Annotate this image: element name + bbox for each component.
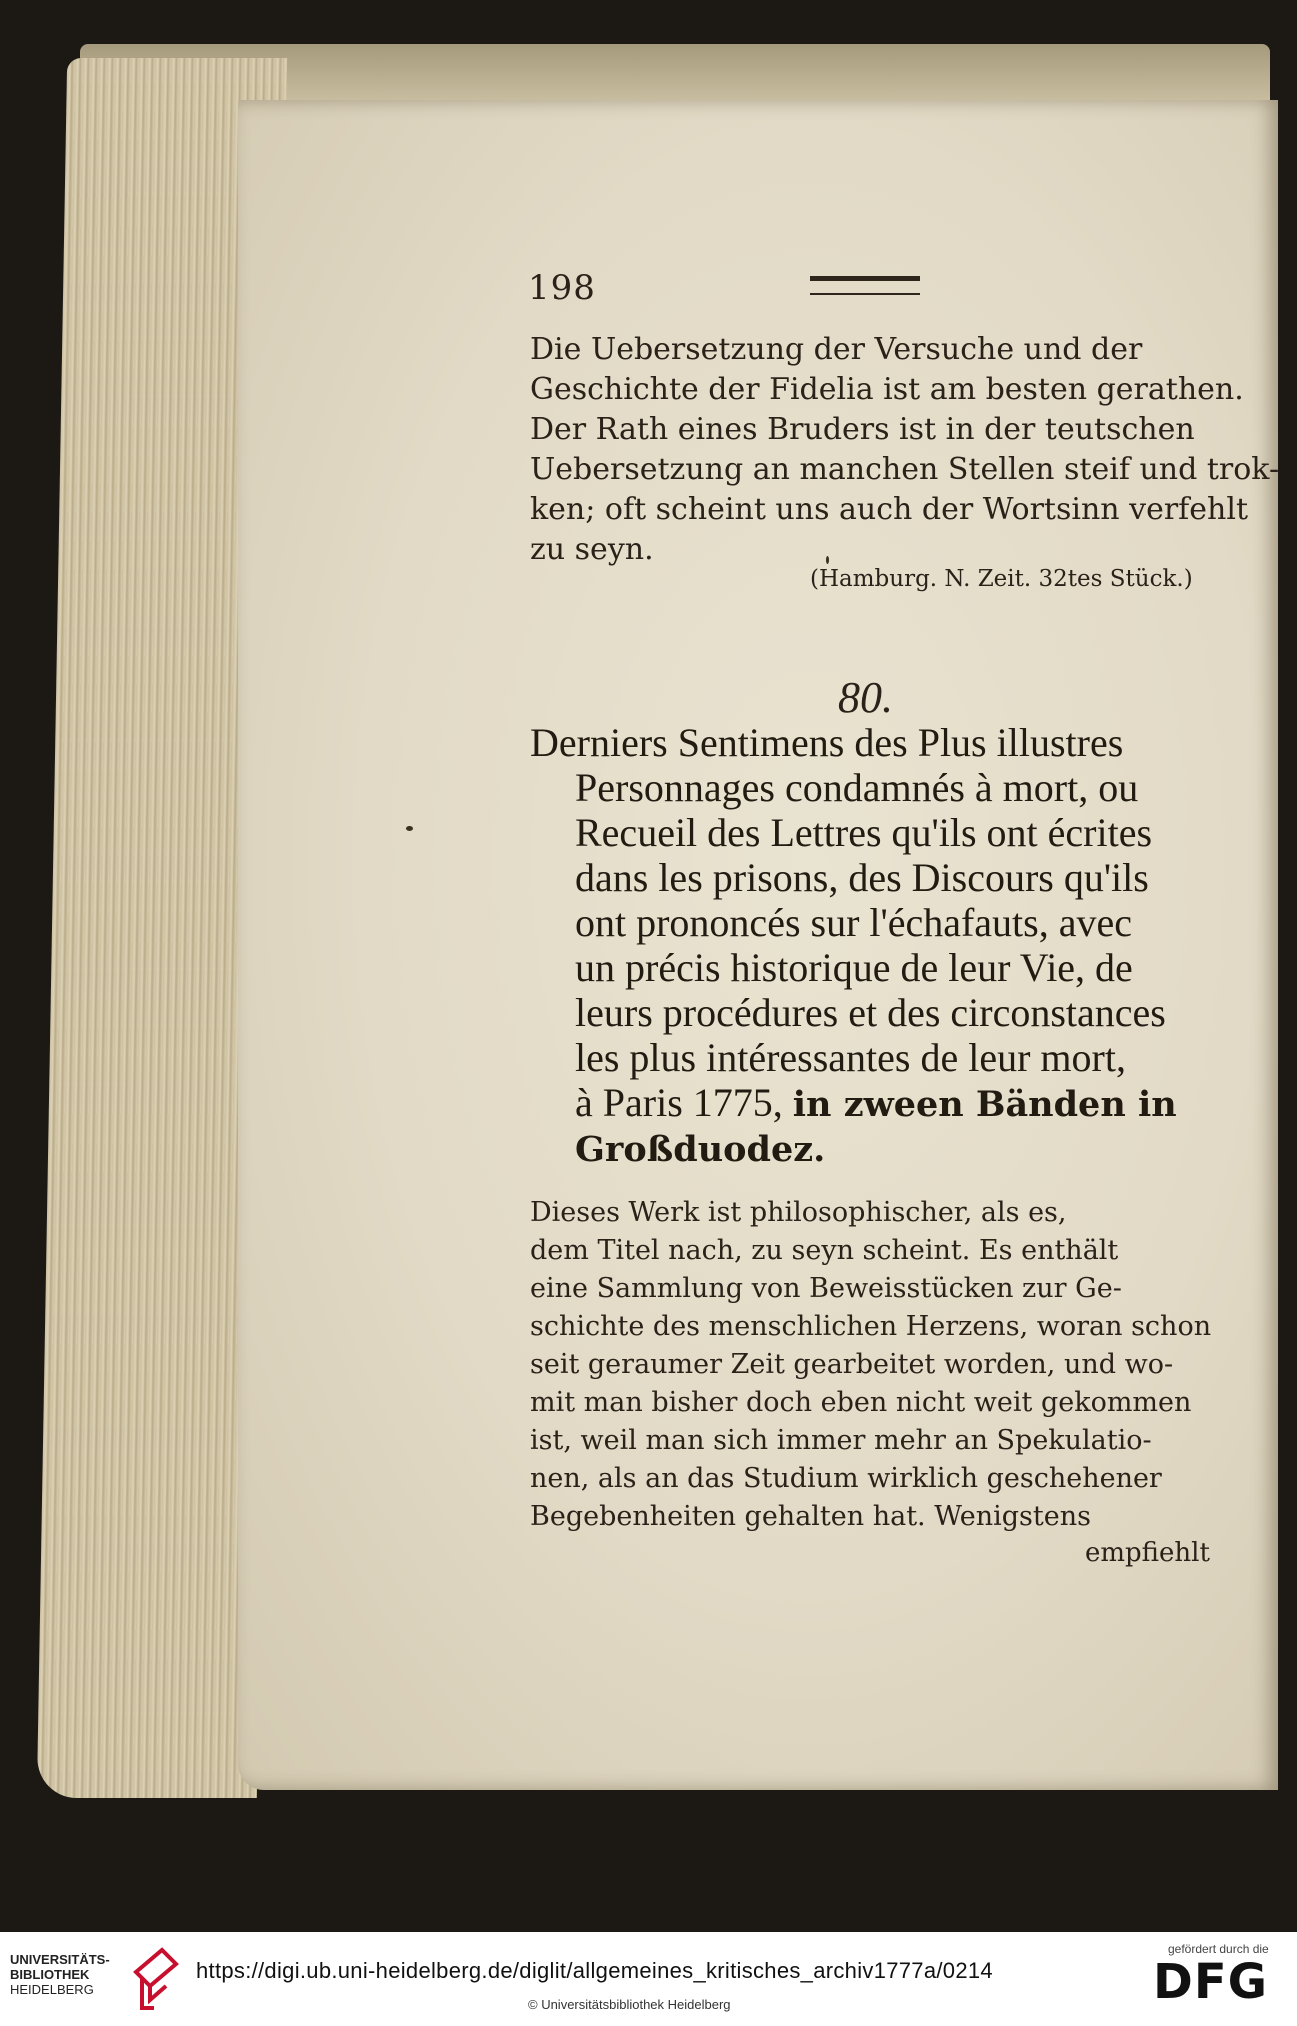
text-line: seit geraumer Zeit gearbeitet worden, und wo- bbox=[530, 1349, 1174, 1380]
library-name-line: BIBLIOTHEK bbox=[10, 1967, 90, 1982]
funded-by-label: gefördert durch die bbox=[1168, 1942, 1269, 1956]
text-line: Uebersetzung an manchen Stellen steif und trok- bbox=[530, 452, 1280, 487]
permalink-url[interactable]: https://digi.ub.uni-heidelberg.de/diglit/allgemeines_kritisches_archiv1777a/0214 bbox=[196, 1958, 993, 1983]
text-line: mit man bisher doch eben nicht weit gekommen bbox=[530, 1387, 1192, 1418]
paragraph-review-2 bbox=[530, 1194, 1218, 1536]
title-line: un précis historique de leur Vie, de bbox=[575, 945, 1133, 990]
paper-speck bbox=[826, 556, 829, 564]
title-german-tail: in zween Bänden in bbox=[792, 1084, 1177, 1125]
text-line: Geschichte der Fidelia ist am besten gerathen. bbox=[530, 372, 1244, 407]
title-line: Recueil des Lettres qu'ils ont écrites bbox=[575, 810, 1153, 855]
title-line: Großduodez. bbox=[575, 1129, 826, 1170]
title-line: ont prononcés sur l'échafauts, avec bbox=[575, 900, 1132, 945]
library-name-line: UNIVERSITÄTS- bbox=[10, 1952, 110, 1967]
library-name-line: HEIDELBERG bbox=[10, 1982, 94, 1997]
title-line bbox=[530, 1080, 1230, 1127]
text-line: ken; oft scheint uns auch der Wortsinn verfehlt bbox=[530, 492, 1249, 527]
dfg-logo: DFG bbox=[1153, 1954, 1269, 2010]
title-line: les plus intéressantes de leur mort, bbox=[575, 1035, 1126, 1080]
catchword: empfiehlt bbox=[1085, 1538, 1210, 1568]
paragraph-review bbox=[530, 330, 1280, 570]
citation: (Hamburg. N. Zeit. 32tes Stück.) bbox=[810, 566, 1193, 592]
entry-title bbox=[530, 720, 1230, 1172]
title-line: leurs procédures et des circonstances bbox=[575, 990, 1166, 1035]
copyright-notice: © Universitätsbibliothek Heidelberg bbox=[528, 1997, 731, 2012]
title-line: Derniers Sentimens des Plus illustres bbox=[530, 720, 1124, 765]
library-logo-icon bbox=[132, 1946, 180, 2012]
text-line: Begebenheiten gehalten hat. Wenigstens bbox=[530, 1501, 1091, 1532]
text-line: ist, weil man sich immer mehr an Spekulatio- bbox=[530, 1425, 1152, 1456]
text-line: schichte des menschlichen Herzens, woran schon bbox=[530, 1311, 1212, 1342]
footer-bar bbox=[0, 1932, 1297, 2026]
text-line: Dieses Werk ist philosophischer, als es, bbox=[530, 1197, 1067, 1228]
library-name bbox=[10, 1952, 110, 1997]
text-line: Die Uebersetzung der Versuche und der bbox=[530, 332, 1143, 367]
entry-number: 80. bbox=[838, 673, 893, 722]
title-imprint: à Paris 1775, bbox=[575, 1080, 783, 1125]
title-line: dans les prisons, des Discours qu'ils bbox=[575, 855, 1149, 900]
text-line: zu seyn. bbox=[530, 532, 654, 567]
text-line: eine Sammlung von Beweisstücken zur Ge- bbox=[530, 1273, 1122, 1304]
text-line: dem Titel nach, zu seyn scheint. Es enthält bbox=[530, 1235, 1119, 1266]
text-line: nen, als an das Studium wirklich geschehener bbox=[530, 1463, 1162, 1494]
text-line: Der Rath eines Bruders ist in der teutschen bbox=[530, 412, 1195, 447]
title-line: Personnages condamnés à mort, ou bbox=[575, 765, 1139, 810]
paper-speck bbox=[406, 826, 413, 831]
page-number: 198 bbox=[528, 268, 596, 308]
header-rule bbox=[810, 276, 920, 295]
